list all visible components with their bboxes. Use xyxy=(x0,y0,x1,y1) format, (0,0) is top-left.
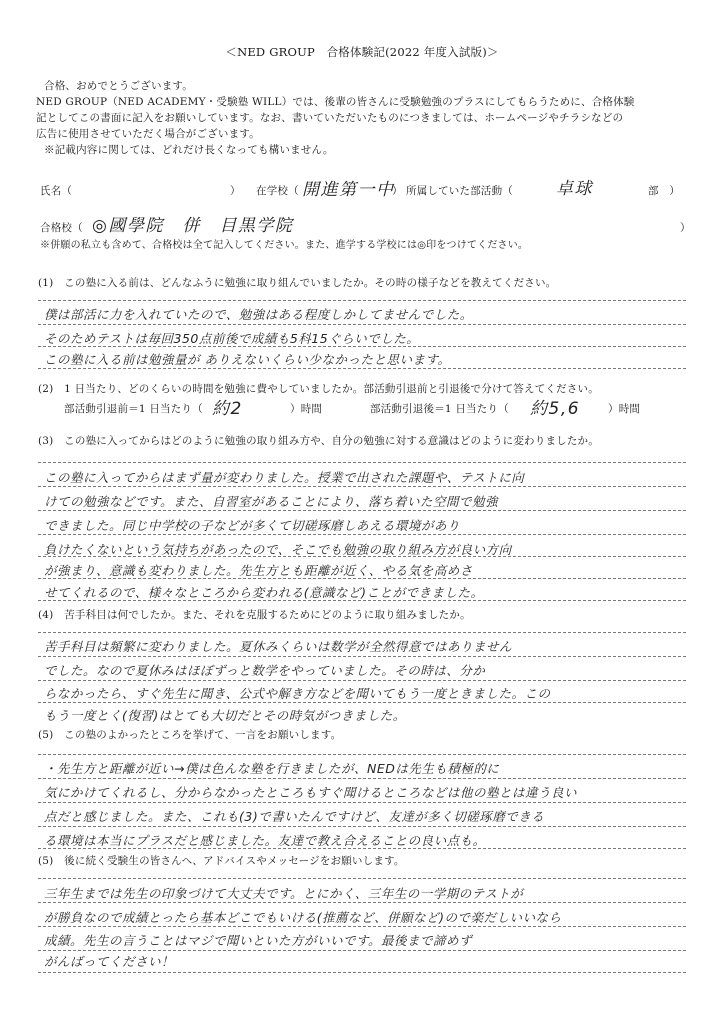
answer-line xyxy=(38,534,686,535)
intro-line: 合格、おめでとうございます。 xyxy=(44,80,193,92)
answer-line xyxy=(38,802,686,803)
answer-1-line-2: そのためテストは毎回350点前後で成績も5科15ぐらいでした。 xyxy=(44,331,420,346)
answer-line xyxy=(38,368,686,369)
answer-5-line-3: 点だと感じました。また、これも(3)で書いたんですけど、友達が多く切磋琢磨できる xyxy=(44,809,545,824)
answer-1-line-3: この塾に入る前は勉強量が ありえないくらい少なかったと思います。 xyxy=(44,352,451,367)
question-1: (1) この塾に入る前は、どんなふうに勉強に取り組んでいましたか。その時の様子などを教えてください。 xyxy=(38,277,557,289)
form-title: ＜NED GROUP 合格体験記(2022 年度入試版)＞ xyxy=(225,45,499,59)
after-retire-hours: 約5,6 xyxy=(530,399,581,419)
intro-line: ※記載内容に関しては、どれだけ長くなっても構いません。 xyxy=(44,144,334,156)
intro-line: NED GROUP（NED ACADEMY・受験塾 WILL）では、後輩の皆さんに受験勉強のプラスにしてもらうために、合格体験 xyxy=(36,96,635,108)
answer-line xyxy=(38,778,686,779)
name-close: ） xyxy=(230,185,241,197)
club-value: 卓球 xyxy=(556,179,593,199)
answer-6-line-2: が勝負なので成績とったら基本どこでもいける(推薦など、併願など)ので楽だしいいなら xyxy=(44,910,562,925)
answer-3-line-4: 負けたくないという気持ちがあったので、そこでも勉強の取り組み方が良い方向 xyxy=(44,542,512,557)
answer-line xyxy=(38,826,686,827)
answer-line xyxy=(38,656,686,657)
answer-line xyxy=(38,902,686,903)
school-value: 開進第一中 xyxy=(302,180,395,200)
answer-line xyxy=(38,972,686,973)
club-label: 所属していた部活動（ xyxy=(406,185,513,197)
before-retire-unit: ）時間 xyxy=(290,403,323,415)
answer-line xyxy=(38,346,686,347)
after-retire-label: 部活動引退後＝1 日当たり（ xyxy=(370,403,509,415)
answer-5-line-1: ・先生方と距離が近い→僕は色んな塾を行きましたが、NEDは先生も積極的に xyxy=(44,761,500,776)
answer-3-line-2: けての勉強などです。また、自習室があることにより、落ち着いた空間で勉強 xyxy=(44,494,499,509)
answer-3-line-1: この塾に入ってからはまず量が変わりました。授業で出された課題や、テストに向 xyxy=(44,470,525,485)
question-4: (4) 苦手科目は何でしたか。また、それを克服するためにどのように取り組みましたか。 xyxy=(38,609,471,621)
answer-line xyxy=(38,878,686,879)
answer-5-line-2: 気にかけてくれるし、分からなかったところもすぐ聞けるところなどは他の塾とは違う良い xyxy=(44,785,578,800)
answer-line xyxy=(38,848,686,849)
answer-line xyxy=(38,462,686,463)
answer-line xyxy=(38,950,686,951)
answer-3-line-5: が強まり、意識も変わりました。先生方とも距離が近く、やる気を高めさ xyxy=(44,563,473,578)
answer-line xyxy=(38,324,686,325)
question-6: (5) 後に続く受験生の皆さんへ、アドバイスやメッセージをお願いします。 xyxy=(38,855,405,867)
answer-line xyxy=(38,510,686,511)
school-label: 在学校（ xyxy=(256,185,299,197)
answer-line xyxy=(38,600,686,601)
answer-4-line-4: もう一度とく(復習)はとても大切だとその時気がつきました。 xyxy=(44,708,406,723)
answer-line xyxy=(38,300,686,301)
answer-3-line-3: できました。同じ中学校の子などが多くて切磋琢磨しあえる環境があり xyxy=(44,518,461,533)
answer-line xyxy=(38,702,686,703)
before-retire-hours: 約2 xyxy=(212,399,243,419)
school-close: ） xyxy=(392,185,403,197)
club-suffix: 部 ） xyxy=(648,185,681,197)
after-retire-unit: ）時間 xyxy=(608,403,641,415)
answer-line xyxy=(38,486,686,487)
passed-close: ） xyxy=(680,222,691,234)
answer-line xyxy=(38,926,686,927)
intro-line: 広告に使用させていただく場合がございます。 xyxy=(36,128,260,140)
answer-1-line-1: 僕は部活に力を入れていたので、勉強はある程度しかしてませんでした。 xyxy=(44,307,473,322)
answer-4-line-2: でした。なので夏休みはほぼずっと数学をやっていました。その時は、分か xyxy=(44,663,486,678)
answer-line xyxy=(38,578,686,579)
answer-4-line-3: らなかったら、すぐ先生に聞き、公式や解き方などを聞いてもう一度ときました。この xyxy=(44,686,551,701)
passed-label: 合格校（ xyxy=(40,222,83,234)
question-5: (5) この塾のよかったところを挙げて、一言をお願いします。 xyxy=(38,729,342,741)
intro-line: 記としてこの書面に記入をお願いしています。なお、書いていただいたものにつきましては、ホームページやチラシなどの xyxy=(36,112,624,124)
answer-4-line-1: 苦手科目は頻繁に変わりました。夏休みくらいは数学が全然得意ではありません xyxy=(44,639,513,654)
answer-6-line-1: 三年生までは先生の印象づけて大丈夫です。とにかく、三年生の一学期のテストが xyxy=(44,886,524,901)
answer-6-line-4: がんばってください！ xyxy=(44,954,175,969)
passed-value: ◎國學院 併 目黒学院 xyxy=(92,216,294,236)
question-2: (2) 1 日当たり、どのくらいの時間を勉強に費やしていましたか。部活動引退前と引退後で分けて答えてください。 xyxy=(38,383,599,395)
name-label: 氏名（ xyxy=(40,185,73,197)
answer-line xyxy=(38,754,686,755)
intro-paragraph xyxy=(36,78,696,158)
answer-6-line-3: 成績。先生の言うことはマジで聞いといた方がいいです。最後まで諦めず xyxy=(44,933,473,948)
before-retire-label: 部活動引退前＝1 日当たり（ xyxy=(64,403,203,415)
answer-line xyxy=(38,632,686,633)
question-3: (3) この塾に入ってからはどのように勉強の取り組み方や、自分の勉強に対する意識はどのように変わりましたか。 xyxy=(38,435,599,447)
passed-note: ※併願の私立も含めて、合格校は全て記入してください。また、進学する学校には◎印をつけてください。 xyxy=(40,240,529,251)
answer-3-line-6: せてくれるので、様々なところから変われる(意識など)ことができました。 xyxy=(44,585,484,600)
answer-5-line-4: る環境は本当にプラスだと感じました。友達で教え合えることの良い点も。 xyxy=(44,833,486,848)
answer-line xyxy=(38,556,686,557)
answer-line xyxy=(38,680,686,681)
